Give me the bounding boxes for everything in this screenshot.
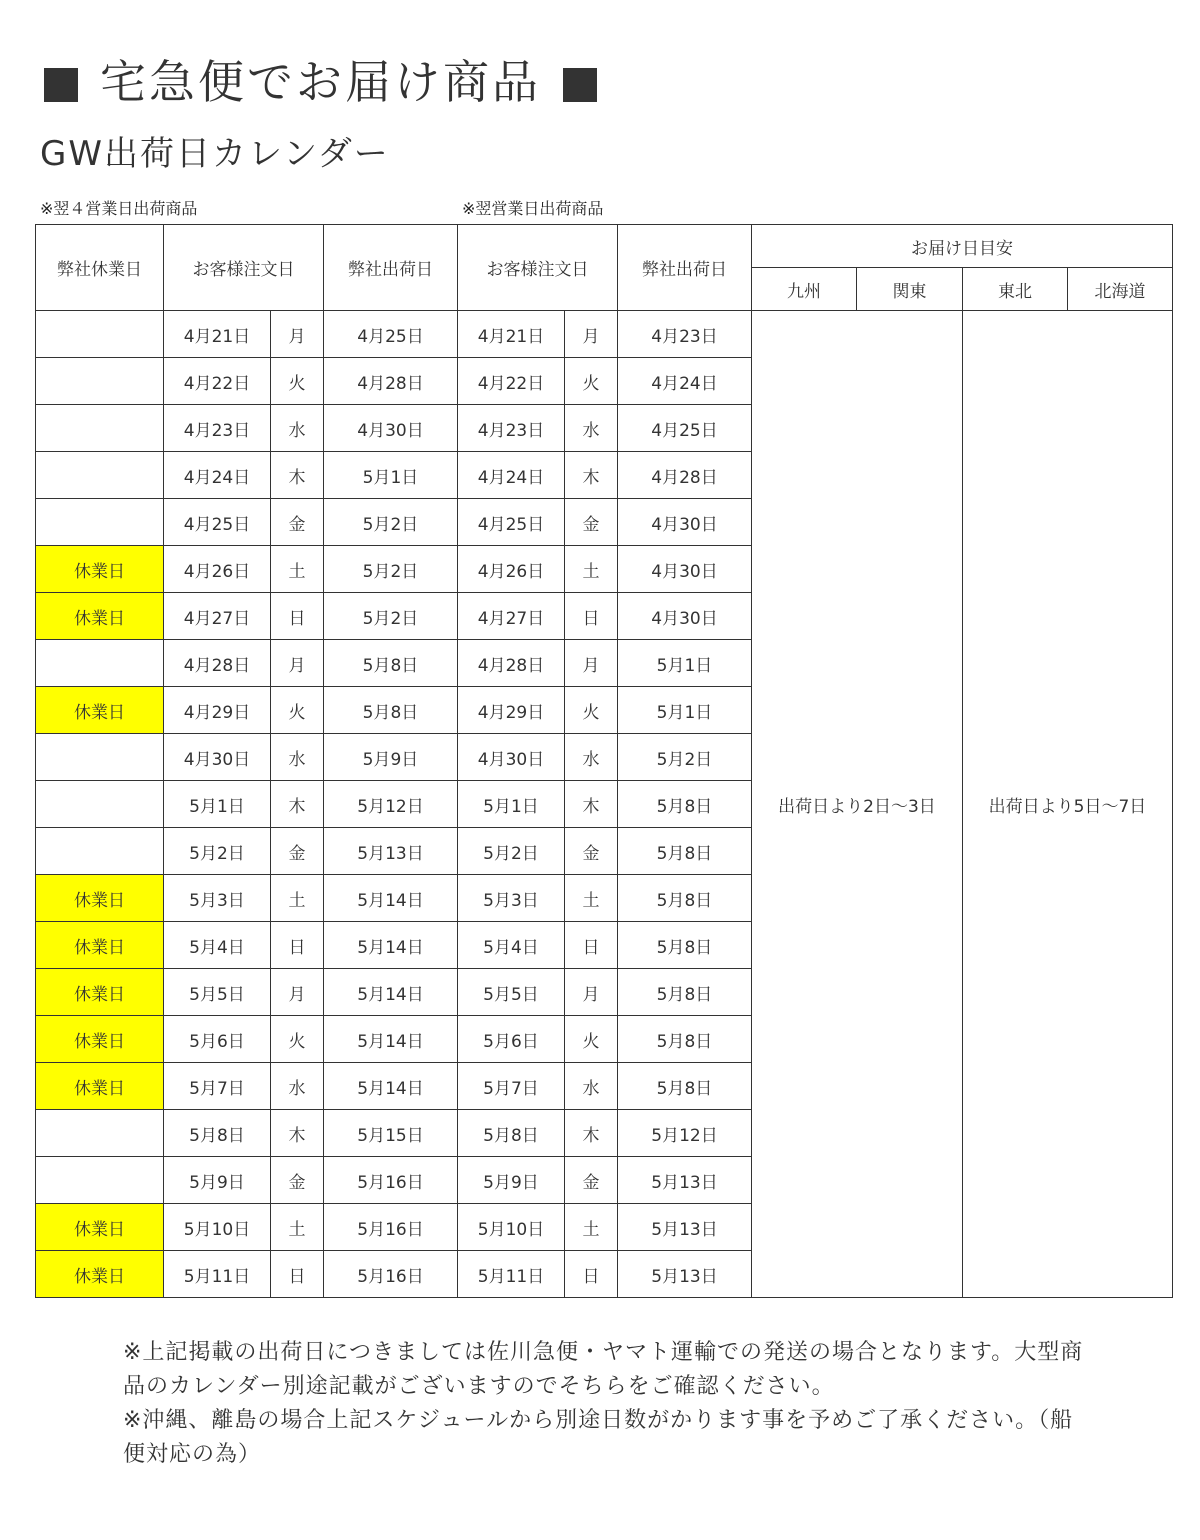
order-date-2-cell: 5月2日 (458, 828, 565, 875)
weekday-2-cell: 木 (565, 1110, 618, 1157)
ship-date-cell: 4月25日 (324, 311, 458, 358)
ship-date-2-cell: 5月8日 (618, 1016, 752, 1063)
order-date-2-cell: 4月28日 (458, 640, 565, 687)
weekday-cell: 木 (271, 1110, 324, 1157)
ship-date-2-cell: 5月1日 (618, 687, 752, 734)
order-date-cell: 4月25日 (164, 499, 271, 546)
ship-date-2-cell: 4月28日 (618, 452, 752, 499)
weekday-2-cell: 水 (565, 405, 618, 452)
holiday-cell (36, 1157, 164, 1204)
ship-date-2-cell: 5月8日 (618, 781, 752, 828)
footer-note-carrier: ※上記掲載の出荷日につきましては佐川急便・ヤマト運輸での発送の場合となります。大型商品のカレンダー別途記載がございますのでそちらをご確認ください。 (123, 1340, 1084, 1399)
weekday-cell: 土 (271, 875, 324, 922)
order-date-cell: 4月22日 (164, 358, 271, 405)
weekday-cell: 月 (271, 969, 324, 1016)
order-date-2-cell: 5月6日 (458, 1016, 565, 1063)
order-date-cell: 4月27日 (164, 593, 271, 640)
ship-date-cell: 5月14日 (324, 969, 458, 1016)
weekday-2-cell: 水 (565, 1063, 618, 1110)
holiday-cell (36, 734, 164, 781)
ship-date-cell: 5月14日 (324, 1016, 458, 1063)
order-date-2-cell: 4月24日 (458, 452, 565, 499)
ship-date-2-cell: 5月8日 (618, 969, 752, 1016)
holiday-cell (36, 311, 164, 358)
order-date-cell: 5月8日 (164, 1110, 271, 1157)
ship-date-cell: 5月2日 (324, 546, 458, 593)
note-four-day-products: ※翌４営業日出荷商品 (40, 199, 198, 218)
ship-date-2-cell: 5月13日 (618, 1204, 752, 1251)
weekday-2-cell: 日 (565, 922, 618, 969)
weekday-2-cell: 日 (565, 1251, 618, 1298)
weekday-2-cell: 土 (565, 875, 618, 922)
note-next-day-products: ※翌営業日出荷商品 (462, 199, 604, 218)
ship-date-2-cell: 4月25日 (618, 405, 752, 452)
weekday-cell: 月 (271, 640, 324, 687)
holiday-cell (36, 405, 164, 452)
ship-date-cell: 5月1日 (324, 452, 458, 499)
weekday-cell: 水 (271, 405, 324, 452)
order-date-cell: 4月23日 (164, 405, 271, 452)
order-date-2-cell: 4月26日 (458, 546, 565, 593)
order-date-2-cell: 4月27日 (458, 593, 565, 640)
ship-date-cell: 5月8日 (324, 640, 458, 687)
weekday-cell: 木 (271, 452, 324, 499)
order-date-cell: 5月4日 (164, 922, 271, 969)
weekday-2-cell: 金 (565, 499, 618, 546)
weekday-cell: 水 (271, 734, 324, 781)
table-row (36, 311, 1173, 358)
ship-date-2-cell: 4月30日 (618, 593, 752, 640)
ship-date-cell: 5月14日 (324, 1063, 458, 1110)
header-ship-date-2: 弊社出荷日 (618, 225, 752, 311)
ship-date-2-cell: 5月1日 (618, 640, 752, 687)
order-date-2-cell: 5月4日 (458, 922, 565, 969)
weekday-cell: 日 (271, 1251, 324, 1298)
holiday-cell (36, 781, 164, 828)
holiday-cell: 休業日 (36, 1204, 164, 1251)
page-title-text: 宅急便でお届け商品 (100, 55, 541, 109)
order-date-2-cell: 4月22日 (458, 358, 565, 405)
order-date-cell: 4月21日 (164, 311, 271, 358)
weekday-2-cell: 火 (565, 358, 618, 405)
holiday-cell: 休業日 (36, 1016, 164, 1063)
order-date-2-cell: 5月11日 (458, 1251, 565, 1298)
ship-date-cell: 5月9日 (324, 734, 458, 781)
weekday-cell: 金 (271, 1157, 324, 1204)
order-date-2-cell: 4月23日 (458, 405, 565, 452)
holiday-cell (36, 1110, 164, 1157)
weekday-cell: 日 (271, 922, 324, 969)
order-date-2-cell: 5月9日 (458, 1157, 565, 1204)
ship-date-cell: 5月16日 (324, 1157, 458, 1204)
order-date-cell: 4月28日 (164, 640, 271, 687)
ship-date-2-cell: 4月30日 (618, 546, 752, 593)
weekday-cell: 土 (271, 546, 324, 593)
ship-date-2-cell: 4月24日 (618, 358, 752, 405)
header-company-holiday: 弊社休業日 (36, 225, 164, 311)
order-date-cell: 5月11日 (164, 1251, 271, 1298)
order-date-cell: 5月9日 (164, 1157, 271, 1204)
ship-date-2-cell: 4月23日 (618, 311, 752, 358)
order-date-2-cell: 5月1日 (458, 781, 565, 828)
weekday-cell: 金 (271, 499, 324, 546)
ship-date-cell: 5月2日 (324, 593, 458, 640)
holiday-cell: 休業日 (36, 546, 164, 593)
weekday-2-cell: 木 (565, 781, 618, 828)
holiday-cell: 休業日 (36, 1063, 164, 1110)
square-bullet-icon (563, 68, 597, 102)
order-date-cell: 4月26日 (164, 546, 271, 593)
weekday-2-cell: 土 (565, 1204, 618, 1251)
holiday-cell: 休業日 (36, 687, 164, 734)
header-region-kyushu: 九州 (752, 268, 857, 311)
ship-date-cell: 5月14日 (324, 875, 458, 922)
weekday-2-cell: 日 (565, 593, 618, 640)
weekday-cell: 土 (271, 1204, 324, 1251)
holiday-cell (36, 452, 164, 499)
ship-date-cell: 5月16日 (324, 1204, 458, 1251)
weekday-cell: 火 (271, 1016, 324, 1063)
order-date-2-cell: 4月25日 (458, 499, 565, 546)
holiday-cell: 休業日 (36, 922, 164, 969)
weekday-2-cell: 月 (565, 640, 618, 687)
order-date-cell: 5月6日 (164, 1016, 271, 1063)
footer-notes (123, 1336, 1093, 1472)
holiday-cell (36, 499, 164, 546)
order-date-2-cell: 5月8日 (458, 1110, 565, 1157)
order-date-2-cell: 4月30日 (458, 734, 565, 781)
ship-date-2-cell: 4月30日 (618, 499, 752, 546)
order-date-2-cell: 5月10日 (458, 1204, 565, 1251)
weekday-cell: 火 (271, 687, 324, 734)
ship-date-2-cell: 5月8日 (618, 922, 752, 969)
header-ship-date: 弊社出荷日 (324, 225, 458, 311)
order-date-cell: 5月2日 (164, 828, 271, 875)
page-title (44, 52, 597, 112)
weekday-2-cell: 木 (565, 452, 618, 499)
order-date-2-cell: 5月7日 (458, 1063, 565, 1110)
order-date-cell: 5月3日 (164, 875, 271, 922)
ship-date-cell: 4月28日 (324, 358, 458, 405)
ship-date-2-cell: 5月12日 (618, 1110, 752, 1157)
weekday-2-cell: 月 (565, 969, 618, 1016)
ship-date-2-cell: 5月8日 (618, 828, 752, 875)
header-order-date-2: お客様注文日 (458, 225, 618, 311)
holiday-cell: 休業日 (36, 875, 164, 922)
delivery-kyushu-kanto-cell: 出荷日より2日～3日 (752, 311, 963, 1298)
order-date-2-cell: 5月5日 (458, 969, 565, 1016)
weekday-2-cell: 土 (565, 546, 618, 593)
header-order-date: お客様注文日 (164, 225, 324, 311)
header-region-hokkaido: 北海道 (1068, 268, 1173, 311)
header-delivery-estimate: お届け日目安 (752, 225, 1173, 268)
holiday-cell: 休業日 (36, 593, 164, 640)
footer-note-islands: ※沖縄、離島の場合上記スケジュールから別途日数がかります事を予めご了承ください。（船便対応の為） (123, 1408, 1074, 1467)
weekday-cell: 金 (271, 828, 324, 875)
ship-date-cell: 4月30日 (324, 405, 458, 452)
header-region-kanto: 関東 (857, 268, 963, 311)
square-bullet-icon (44, 68, 78, 102)
ship-date-cell: 5月16日 (324, 1251, 458, 1298)
weekday-2-cell: 金 (565, 828, 618, 875)
holiday-cell: 休業日 (36, 1251, 164, 1298)
order-date-2-cell: 4月21日 (458, 311, 565, 358)
ship-date-2-cell: 5月13日 (618, 1157, 752, 1204)
calendar-subtitle: GW出荷日カレンダー (40, 134, 390, 174)
ship-date-2-cell: 5月2日 (618, 734, 752, 781)
holiday-cell: 休業日 (36, 969, 164, 1016)
ship-date-2-cell: 5月8日 (618, 875, 752, 922)
order-date-cell: 5月10日 (164, 1204, 271, 1251)
weekday-2-cell: 水 (565, 734, 618, 781)
holiday-cell (36, 640, 164, 687)
ship-date-2-cell: 5月8日 (618, 1063, 752, 1110)
order-date-2-cell: 5月3日 (458, 875, 565, 922)
weekday-cell: 月 (271, 311, 324, 358)
ship-date-cell: 5月12日 (324, 781, 458, 828)
weekday-cell: 木 (271, 781, 324, 828)
weekday-2-cell: 月 (565, 311, 618, 358)
ship-date-cell: 5月2日 (324, 499, 458, 546)
order-date-cell: 5月7日 (164, 1063, 271, 1110)
shipping-calendar-table (35, 224, 1173, 1298)
order-date-2-cell: 4月29日 (458, 687, 565, 734)
weekday-cell: 火 (271, 358, 324, 405)
weekday-cell: 水 (271, 1063, 324, 1110)
order-date-cell: 4月29日 (164, 687, 271, 734)
delivery-tohoku-hokkaido-cell: 出荷日より5日～7日 (963, 311, 1173, 1298)
weekday-2-cell: 火 (565, 1016, 618, 1063)
weekday-2-cell: 火 (565, 687, 618, 734)
weekday-cell: 日 (271, 593, 324, 640)
order-date-cell: 5月1日 (164, 781, 271, 828)
order-date-cell: 4月24日 (164, 452, 271, 499)
holiday-cell (36, 358, 164, 405)
ship-date-2-cell: 5月13日 (618, 1251, 752, 1298)
weekday-2-cell: 金 (565, 1157, 618, 1204)
ship-date-cell: 5月15日 (324, 1110, 458, 1157)
ship-date-cell: 5月14日 (324, 922, 458, 969)
header-region-tohoku: 東北 (963, 268, 1068, 311)
order-date-cell: 5月5日 (164, 969, 271, 1016)
order-date-cell: 4月30日 (164, 734, 271, 781)
ship-date-cell: 5月13日 (324, 828, 458, 875)
holiday-cell (36, 828, 164, 875)
ship-date-cell: 5月8日 (324, 687, 458, 734)
